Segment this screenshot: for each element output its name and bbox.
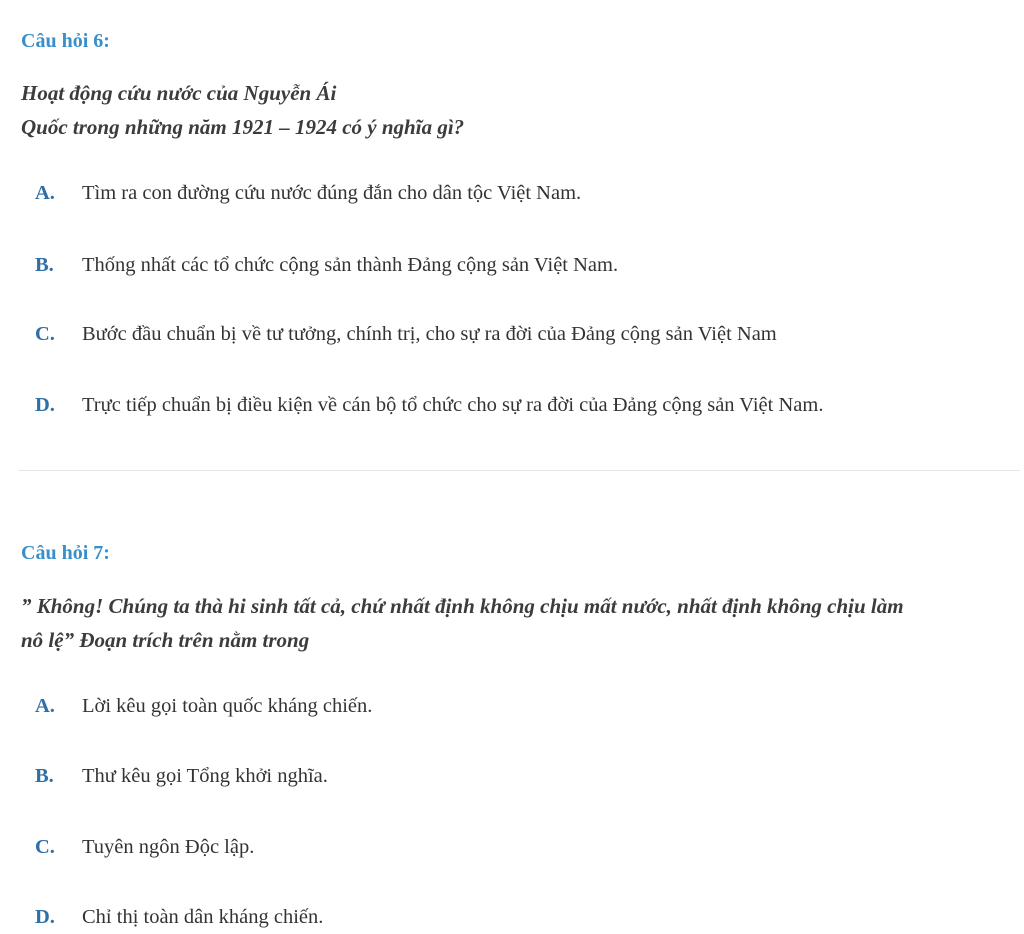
answer-text: Bước đầu chuẩn bị về tư tưởng, chính trị, cho sự ra đời của Đảng cộng sản Việt Nam	[82, 323, 777, 345]
question-stem-line: nô lệ” Đoạn trích trên nằm trong	[21, 628, 310, 652]
answer-option-c[interactable]	[35, 319, 777, 349]
answer-letter: A.	[35, 182, 55, 204]
question-stem	[21, 589, 1021, 657]
answer-text: Tuyên ngôn Độc lập.	[82, 836, 255, 858]
answer-letter: A.	[35, 695, 55, 717]
answer-letter: D.	[35, 394, 55, 416]
question-divider	[18, 470, 1020, 471]
question-stem-line: Hoạt động cứu nước của Nguyễn Ái	[21, 81, 337, 105]
question-stem-line: ” Không! Chúng ta thà hi sinh tất cả, chứ nhất định không chịu mất nước, nhất định không chịu làm	[21, 594, 904, 618]
answer-option-a[interactable]	[35, 691, 372, 721]
answer-letter: C.	[35, 836, 55, 858]
answer-option-c[interactable]	[35, 832, 254, 862]
answer-option-d[interactable]	[35, 390, 823, 420]
question-title: Câu hỏi 7:	[21, 542, 110, 564]
answer-text: Thư kêu gọi Tổng khởi nghĩa.	[82, 765, 328, 787]
answer-option-a[interactable]	[35, 178, 581, 208]
answer-option-b[interactable]	[35, 761, 328, 791]
answer-text: Tìm ra con đường cứu nước đúng đắn cho dân tộc Việt Nam.	[82, 182, 582, 204]
answer-option-d[interactable]	[35, 902, 323, 932]
answer-text: Trực tiếp chuẩn bị điều kiện về cán bộ tổ chức cho sự ra đời của Đảng cộng sản Việt Nam.	[82, 394, 824, 416]
answer-text: Thống nhất các tổ chức cộng sản thành Đảng cộng sản Việt Nam.	[82, 254, 619, 276]
answer-letter: D.	[35, 906, 55, 928]
answer-letter: B.	[35, 765, 54, 787]
question-stem-line: Quốc trong những năm 1921 – 1924 có ý nghĩa gì?	[21, 115, 465, 139]
question-stem	[21, 76, 1021, 144]
answer-option-b[interactable]	[35, 250, 618, 280]
answer-letter: C.	[35, 323, 55, 345]
answer-letter: B.	[35, 254, 54, 276]
answer-text: Lời kêu gọi toàn quốc kháng chiến.	[82, 695, 373, 717]
question-title: Câu hỏi 6:	[21, 30, 110, 52]
answer-text: Chỉ thị toàn dân kháng chiến.	[82, 906, 324, 928]
